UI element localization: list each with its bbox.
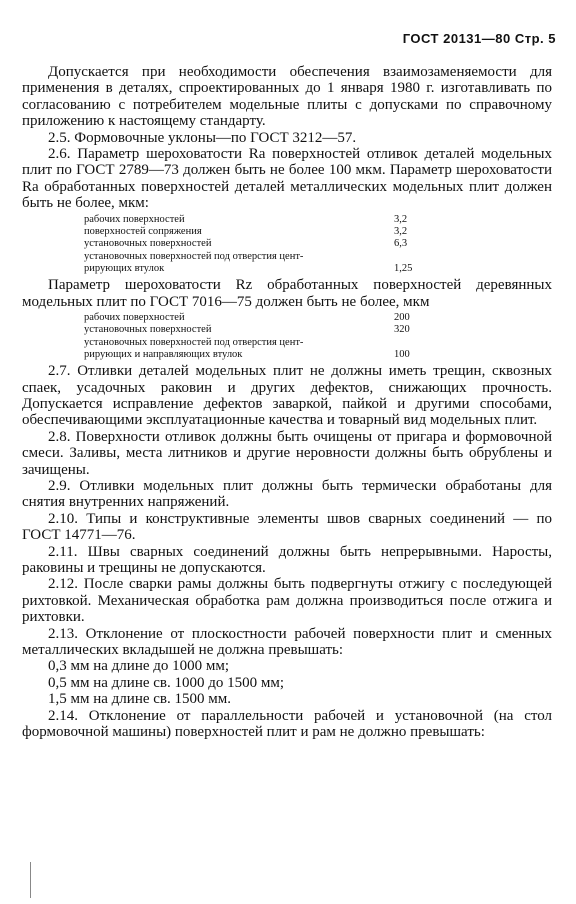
paragraph-2-10: 2.10. Типы и конструктивные элементы швов сварных соединений — по ГОСТ 14771—76. [22,510,552,544]
row-value: 1,25 [394,262,413,274]
row-label: рабочих поверхностей [84,311,185,323]
table-row [84,238,444,250]
page-header: ГОСТ 20131—80 Стр. 5 [402,31,556,46]
row-value [394,251,444,263]
row-label: рирующих и направляющих втулок [84,348,243,360]
row-value: 320 [394,324,410,336]
row-label: рирующих втулок [84,262,165,274]
paragraph-2-7: 2.7. Отливки деталей модельных плит не должны иметь трещин, сквозных спаек, усадочных раковин и других дефектов, снижающих прочность. Допускается исправление дефектов заваркой, пайкой и другими способами, обеспечивающими эксплуатационные качества и товарный вид модельных плит. [22,363,552,429]
row-value: 6,3 [394,238,408,250]
list-item: 0,3 мм на длине до 1000 мм; [48,658,230,675]
row-label: установочных поверхностей под отверстия цент- [84,336,304,348]
paragraph-2-6: 2.6. Параметр шероховатости Ra поверхностей отливок деталей модельных плит по ГОСТ 2789—73 должен быть не более 100 мкм. Параметр шероховатости Ra обработанных поверхностей деталей металлических модельных плит должен быть не более, мкм: [22,146,552,212]
paragraph-2-14: 2.14. Отклонение от параллельности рабочей и установочной (на стол формовочной машины) поверхностей плит и рам не должно превышать: [22,707,552,741]
row-label: поверхностей сопряжения [84,225,202,237]
table-row [84,214,444,226]
paragraph-2-8: 2.8. Поверхности отливок должны быть очищены от пригара и формовочной смеси. Заливы, места литников и другие неровности должны быть обрублены и зачищены. [22,428,552,478]
table-row [84,263,444,275]
paragraph-2-5: 2.5. Формовочные уклоны—по ГОСТ 3212—57. [48,129,357,146]
roughness-table-metal [84,214,444,275]
table-row [84,337,444,349]
table-row [84,324,444,336]
row-value [394,337,444,349]
paragraph-2-11: 2.11. Швы сварных соединений должны быть непрерывными. Наросты, раковины и трещины не допускаются. [22,543,552,577]
table-row [84,226,444,238]
paragraph-2-6-wood: Параметр шероховатости Rz обработанных поверхностей деревянных модельных плит по ГОСТ 7016—75 должен быть не более, мкм [22,277,552,310]
row-value: 200 [394,311,410,323]
row-label: установочных поверхностей [84,324,212,336]
list-item: 1,5 мм на длине св. 1500 мм. [48,691,231,708]
table-row [84,349,444,361]
row-value: 3,2 [394,225,408,237]
row-value: 3,2 [394,213,408,225]
paragraph-2-13: 2.13. Отклонение от плоскостности рабочей поверхности плит и сменных металлических вкладышей не должна превышать: [22,625,552,659]
list-item: 0,5 мм на длине св. 1000 до 1500 мм; [48,674,285,691]
scan-margin-mark [30,862,31,898]
row-label: установочных поверхностей [84,238,212,250]
row-label: рабочих поверхностей [84,213,185,225]
row-label: установочных поверхностей под отверстия цент- [84,250,304,262]
row-value: 100 [394,348,410,360]
roughness-table-wood [84,312,444,361]
table-row [84,312,444,324]
paragraph-2-12: 2.12. После сварки рамы должны быть подвергнуты отжигу с последующей рихтовкой. Механическая обработка рам должна производиться после отжига и рихтовки. [22,576,552,626]
document-body [22,64,552,740]
paragraph-2-9: 2.9. Отливки модельных плит должны быть термически обработаны для снятия внутренних напряжений. [22,477,552,511]
paragraph-intro: Допускается при необходимости обеспечения взаимозаменяемости для применения в деталях, спроектированных до 1 января 1980 г. изготавливать по согласованию с потребителем модельные плиты с допусками по справочному приложению к настоящему стандарту. [22,64,552,130]
table-row [84,251,444,263]
